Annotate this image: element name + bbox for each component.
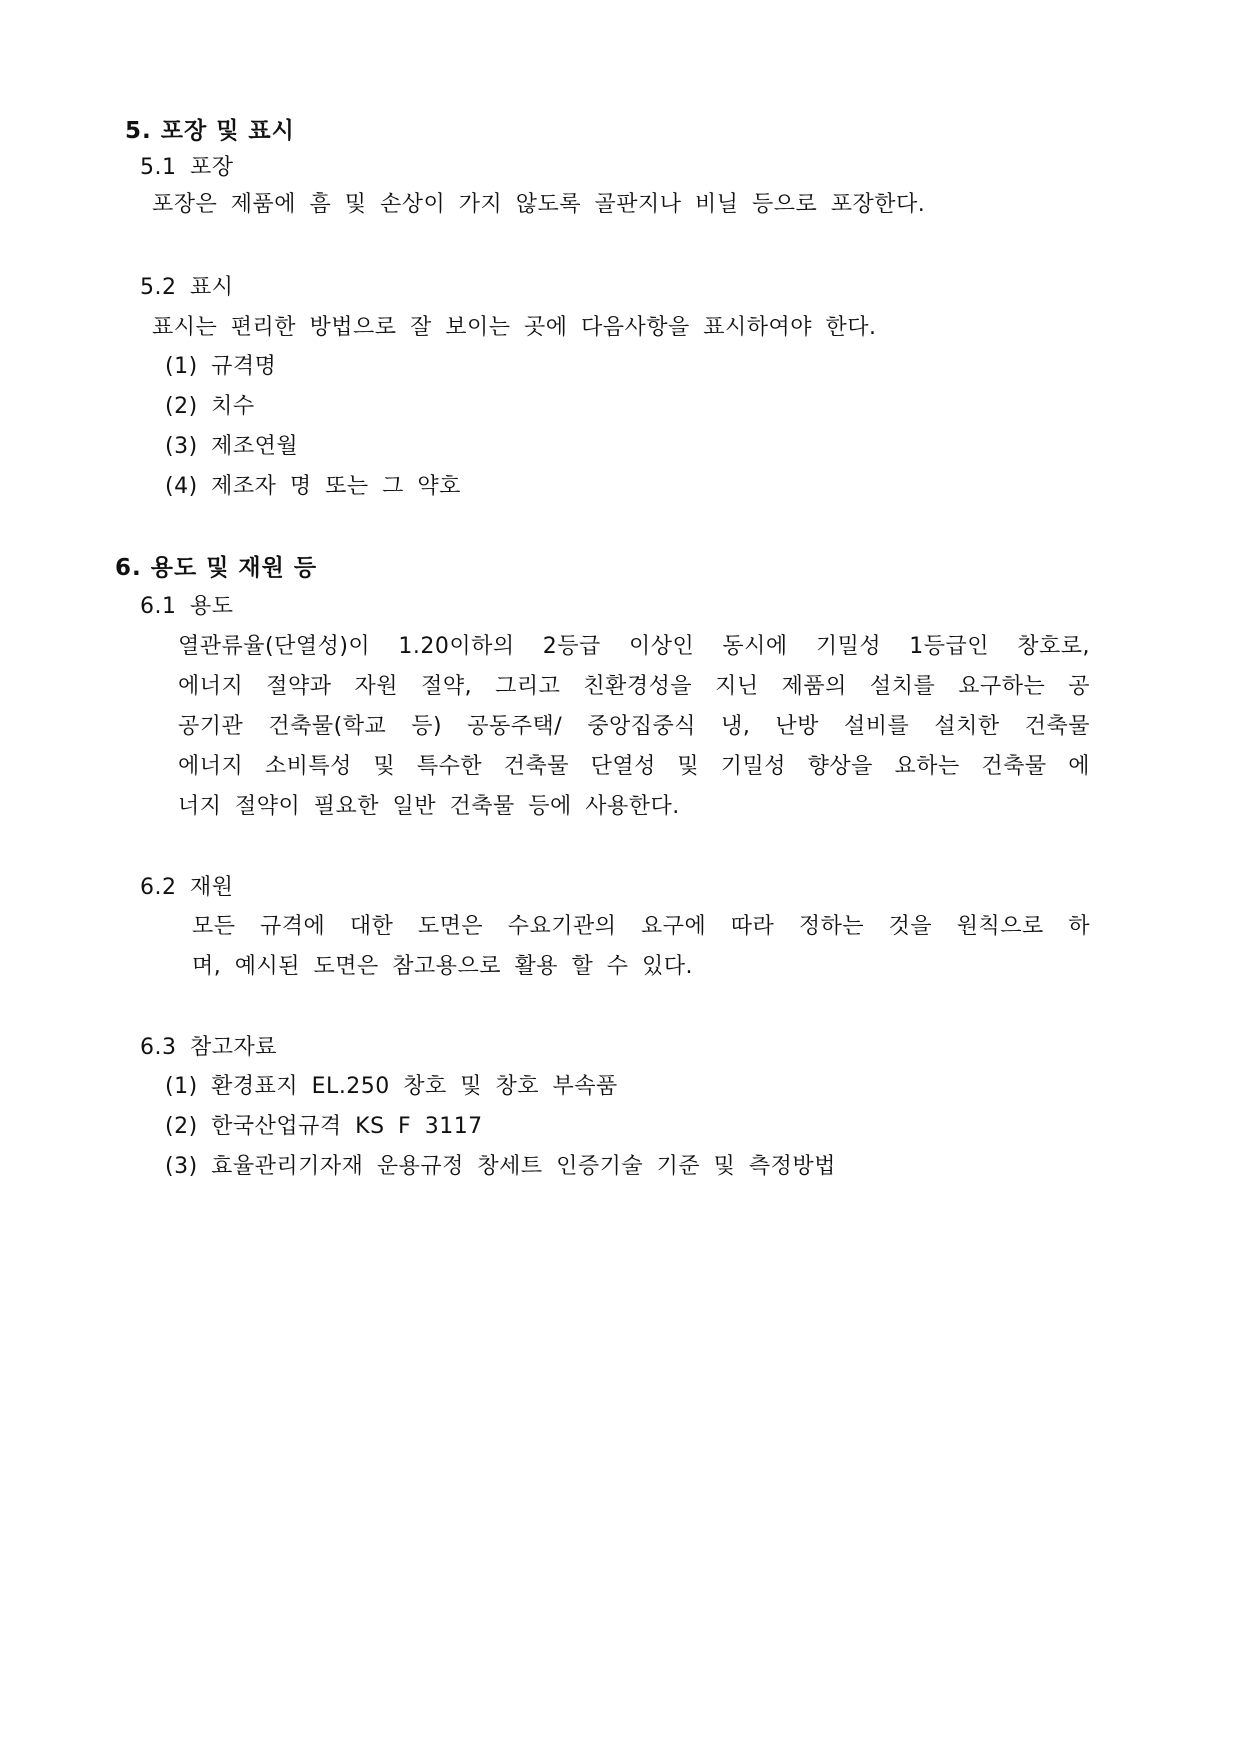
subsection-6-2-title: 6.2 재원 (140, 875, 234, 900)
list-item: (2) 치수 (165, 394, 255, 419)
list-item: (1) 규격명 (165, 354, 277, 379)
subsection-6-1-title: 6.1 용도 (140, 594, 234, 619)
reference-item: (2) 한국산업규격 KS F 3117 (165, 1114, 483, 1139)
reference-item: (3) 효율관리기자재 운용규정 창세트 인증기술 기준 및 측정방법 (165, 1154, 836, 1179)
paragraph-line: 에너지 절약과 자원 절약, 그리고 친환경성을 지닌 제품의 설치를 요구하는 공 (178, 674, 1090, 699)
list-item: (4) 제조자 명 또는 그 약호 (165, 474, 461, 499)
subsection-5-2-title: 5.2 표시 (140, 275, 234, 300)
paragraph-line: 공기관 건축물(학교 등) 공동주택/ 중앙집중식 냉, 난방 설비를 설치한 건축물 (178, 714, 1090, 739)
paragraph-line: 열관류율(단열성)이 1.20이하의 2등급 이상인 동시에 기밀성 1등급인 창호로, (178, 634, 1090, 659)
section-5-title: 5. 포장 및 표시 (125, 118, 295, 144)
subsection-6-3-title: 6.3 참고자료 (140, 1035, 277, 1060)
section-6-title: 6. 용도 및 재원 등 (115, 555, 318, 581)
paragraph-line: 며, 예시된 도면은 참고용으로 활용 할 수 있다. (192, 954, 693, 979)
paragraph-line: 에너지 소비특성 및 특수한 건축물 단열성 및 기밀성 향상을 요하는 건축물 에 (178, 754, 1090, 779)
subsection-5-2-paragraph: 표시는 편리한 방법으로 잘 보이는 곳에 다음사항을 표시하여야 한다. (152, 315, 877, 340)
subsection-5-1-paragraph: 포장은 제품에 흠 및 손상이 가지 않도록 골판지나 비닐 등으로 포장한다. (152, 192, 926, 217)
reference-item: (1) 환경표지 EL.250 창호 및 창호 부속품 (165, 1074, 618, 1099)
list-item: (3) 제조연월 (165, 434, 299, 459)
paragraph-line: 너지 절약이 필요한 일반 건축물 등에 사용한다. (178, 794, 680, 819)
paragraph-line: 모든 규격에 대한 도면은 수요기관의 요구에 따라 정하는 것을 원칙으로 하 (192, 914, 1090, 939)
subsection-5-1-title: 5.1 포장 (140, 155, 234, 180)
